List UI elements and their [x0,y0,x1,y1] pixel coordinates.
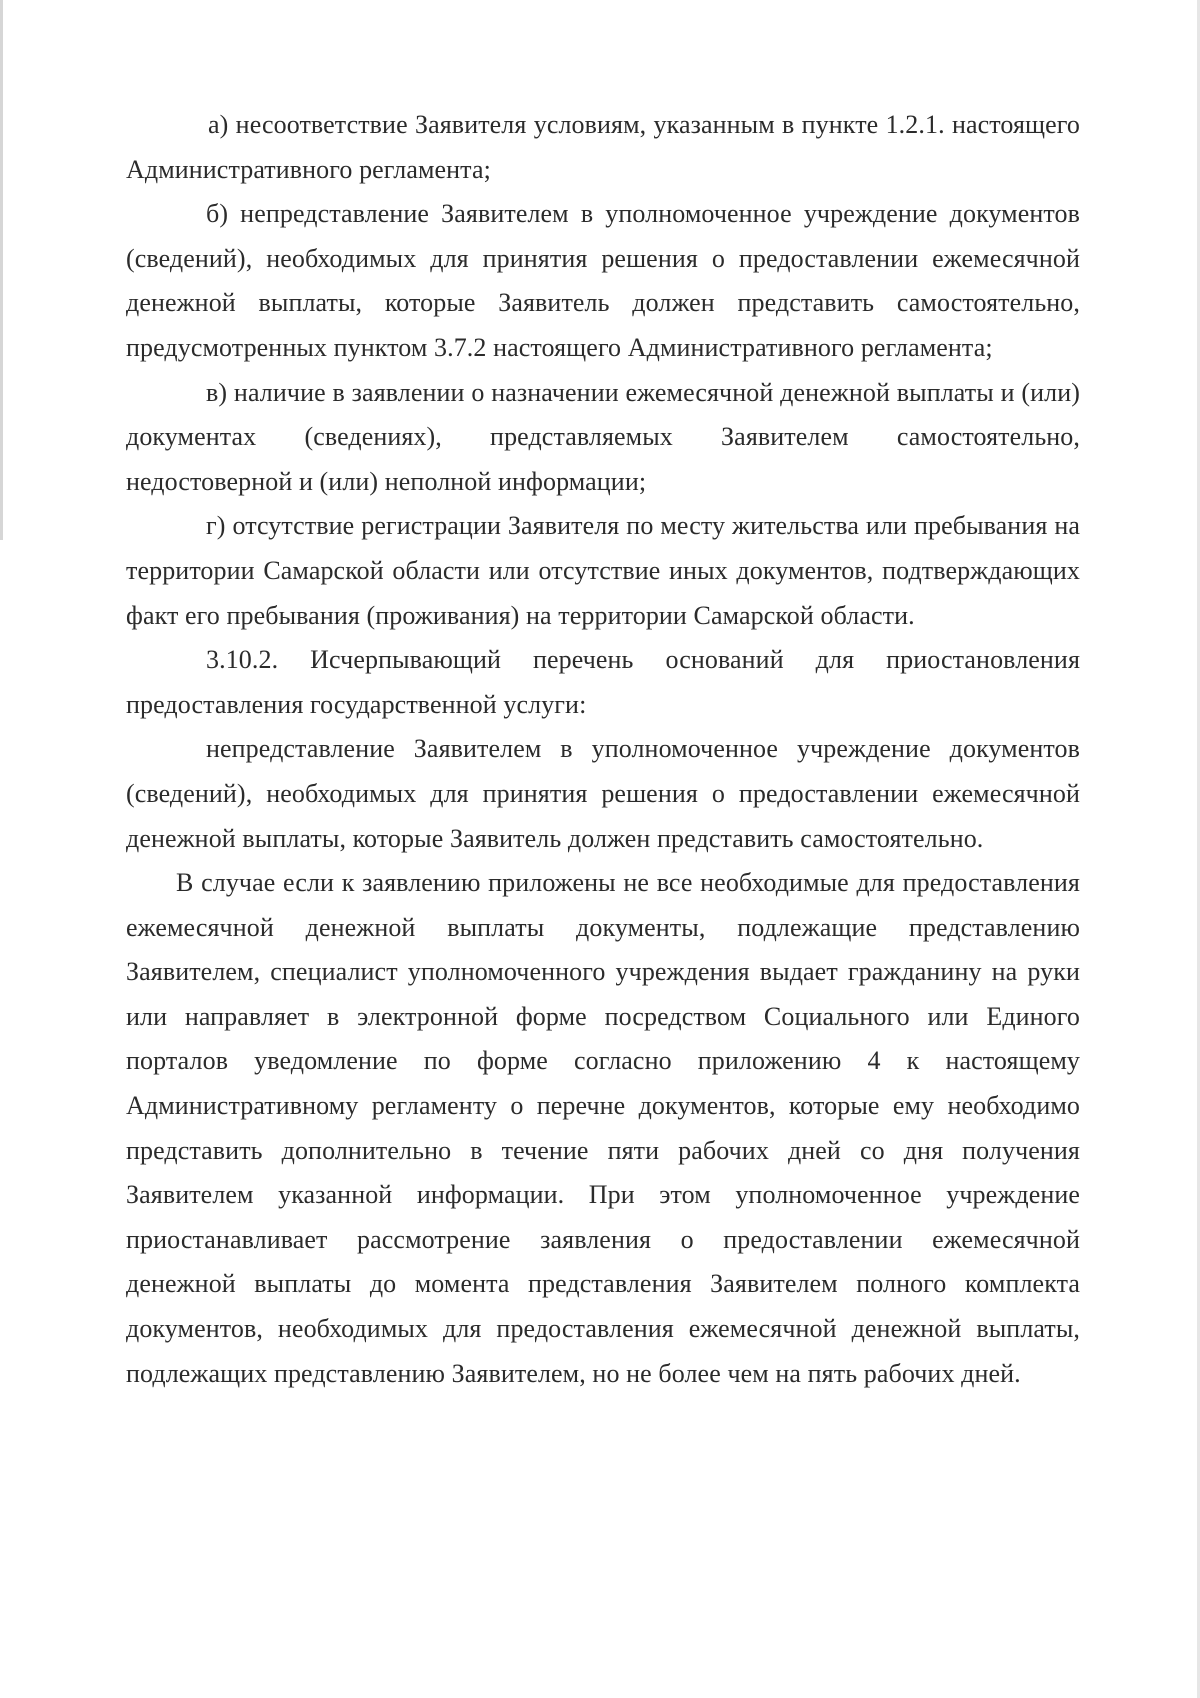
paragraph-section-3-10-2: 3.10.2. Исчерпывающий перечень оснований для приостановления предоставления государственной услуги: [126,645,1080,719]
document-body [126,103,1080,1396]
paragraph-item-g: г) отсутствие регистрации Заявителя по месту жительства или пребывания на территории Самарской области или отсутствие иных документов, подтверждающих факт его пребывания (проживания) на территории Самарской области. [126,511,1080,630]
scan-left-edge [0,0,3,540]
paragraph-item-v: в) наличие в заявлении о назначении ежемесячной денежной выплаты и (или) документах (сведениях), представляемых Заявителем самостоятельно, недостоверной и (или) неполной информации; [126,377,1080,496]
paragraph-incomplete-documents: В случае если к заявлению приложены не все необходимые для предоставления ежемесячной денежной выплаты документы, подлежащие представлению Заявителем, специалист уполномоченного учреждения выдает гражданину на руки или направляет в электронной форме посредством Социального или Единого порталов уведомление по форме согласно приложению 4 к настоящему Административному регламенту о перечне документов, которые ему необходимо представить дополнительно в течение пяти рабочих дней со дня получения Заявителем указанной информации. При этом уполномоченное учреждение приостанавливает рассмотрение заявления о предоставлении ежемесячной денежной выплаты до момента представления Заявителем полного комплекта документов, необходимых для предоставления ежемесячной денежной выплаты, подлежащих представлению Заявителем, но не более чем на пять рабочих дней. [126,868,1080,1388]
paragraph-item-a: а) несоответствие Заявителя условиям, указанным в пункте 1.2.1. настоящего Административного регламента; [126,110,1080,184]
paragraph-item-b: б) непредставление Заявителем в уполномоченное учреждение документов (сведений), необходимых для принятия решения о предоставлении ежемесячной денежной выплаты, которые Заявитель должен представить самостоятельно, предусмотренных пунктом 3.7.2 настоящего Административного регламента; [126,199,1080,362]
paragraph-suspension-ground: непредставление Заявителем в уполномоченное учреждение документов (сведений), необходимых для принятия решения о предоставлении ежемесячной денежной выплаты, которые Заявитель должен представить самостоятельно. [126,734,1080,853]
